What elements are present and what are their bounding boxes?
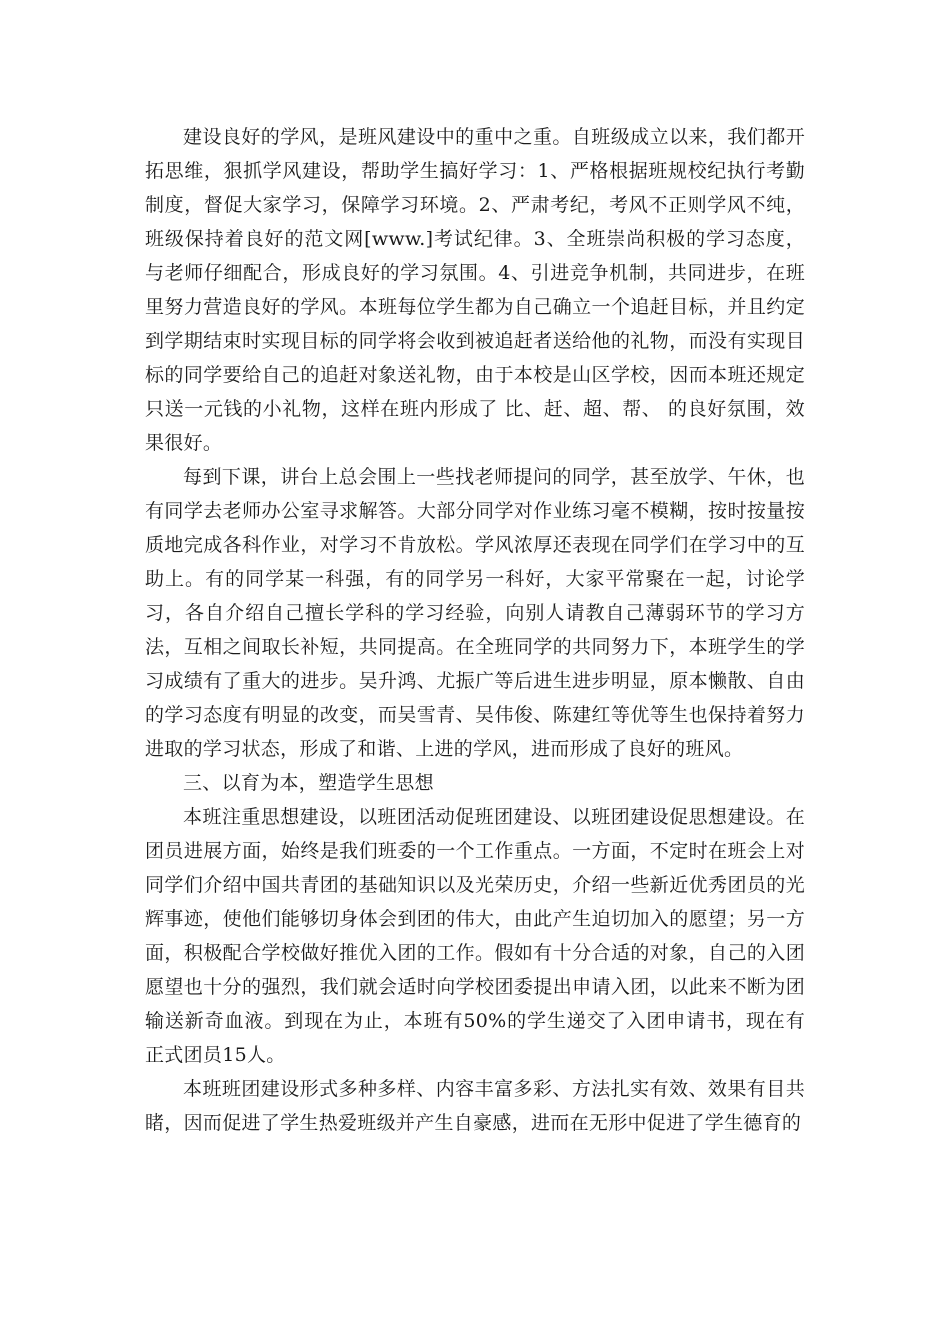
paragraph-mutual-help: 每到下课，讲台上总会围上一些找老师提问的同学，甚至放学、午休，也有同学去老师办公室寻求解答。大部分同学对作业练习毫不模糊，按时按量按质地完成各科作业，对学习不肯放松。学风浓厚还表现在同学们在学习中的互助上。有的同学某一科强，有的同学另一科好，大家平常聚在一起，讨论学习，各自介绍自己擅长学科的学习经验，向别人请教自己薄弱环节的学习方法，互相之间取长补短，共同提高。在全班同学的共同努力下，本班学生的学习成绩有了重大的进步。吴升鸿、尤振广等后进生进步明显，原本懒散、自由的学习态度有明显的改变，而吴雪青、吴伟俊、陈建红等优等生也保持着努力进取的学习状态，形成了和谐、上进的学风，进而形成了良好的班风。 [145,466,805,760]
document-body [145,120,805,1140]
paragraph-league-building: 本班班团建设形式多种多样、内容丰富多彩、方法扎实有效、效果有目共睹，因而促进了学生热爱班级并产生自豪感，进而在无形中促进了学生德育的 [145,1078,805,1134]
paragraph-study-style: 建设良好的学风，是班风建设中的重中之重。自班级成立以来，我们都开拓思维，狠抓学风建设，帮助学生搞好学习：1、严格根据班规校纪执行考勤制度，督促大家学习，保障学习环境。2、严肃考纪，考风不正则学风不纯，班级保持着良好的范文网[www.]考试纪律。3、全班崇尚积极的学习态度，与老师仔细配合，形成良好的学习氛围。4、引进竞争机制，共同进步，在班里努力营造良好的学风。本班每位学生都为自己确立一个追赶目标，并且约定到学期结束时实现目标的同学将会收到被追赶者送给他的礼物，而没有实现目标的同学要给自己的追赶对象送礼物，由于本校是山区学校，因而本班还规定只送一元钱的小礼物，这样在班内形成了 比、赶、超、帮、 的良好氛围，效果很好。 [145,126,805,454]
paragraph-ideology: 本班注重思想建设，以班团活动促班团建设、以班团建设促思想建设。在团员进展方面，始终是我们班委的一个工作重点。一方面，不定时在班会上对同学们介绍中国共青团的基础知识以及光荣历史，介绍一些新近优秀团员的光辉事迹，使他们能够切身体会到团的伟大，由此产生迫切加入的愿望；另一方面，积极配合学校做好推优入团的工作。假如有十分合适的对象，自己的入团愿望也十分的强烈，我们就会适时向学校团委提出申请入团，以此来不断为团输送新奇血液。到现在为止，本班有50%的学生递交了入团申请书，现在有正式团员15人。 [145,806,805,1066]
section-heading: 三、以育为本，塑造学生思想 [183,772,434,794]
